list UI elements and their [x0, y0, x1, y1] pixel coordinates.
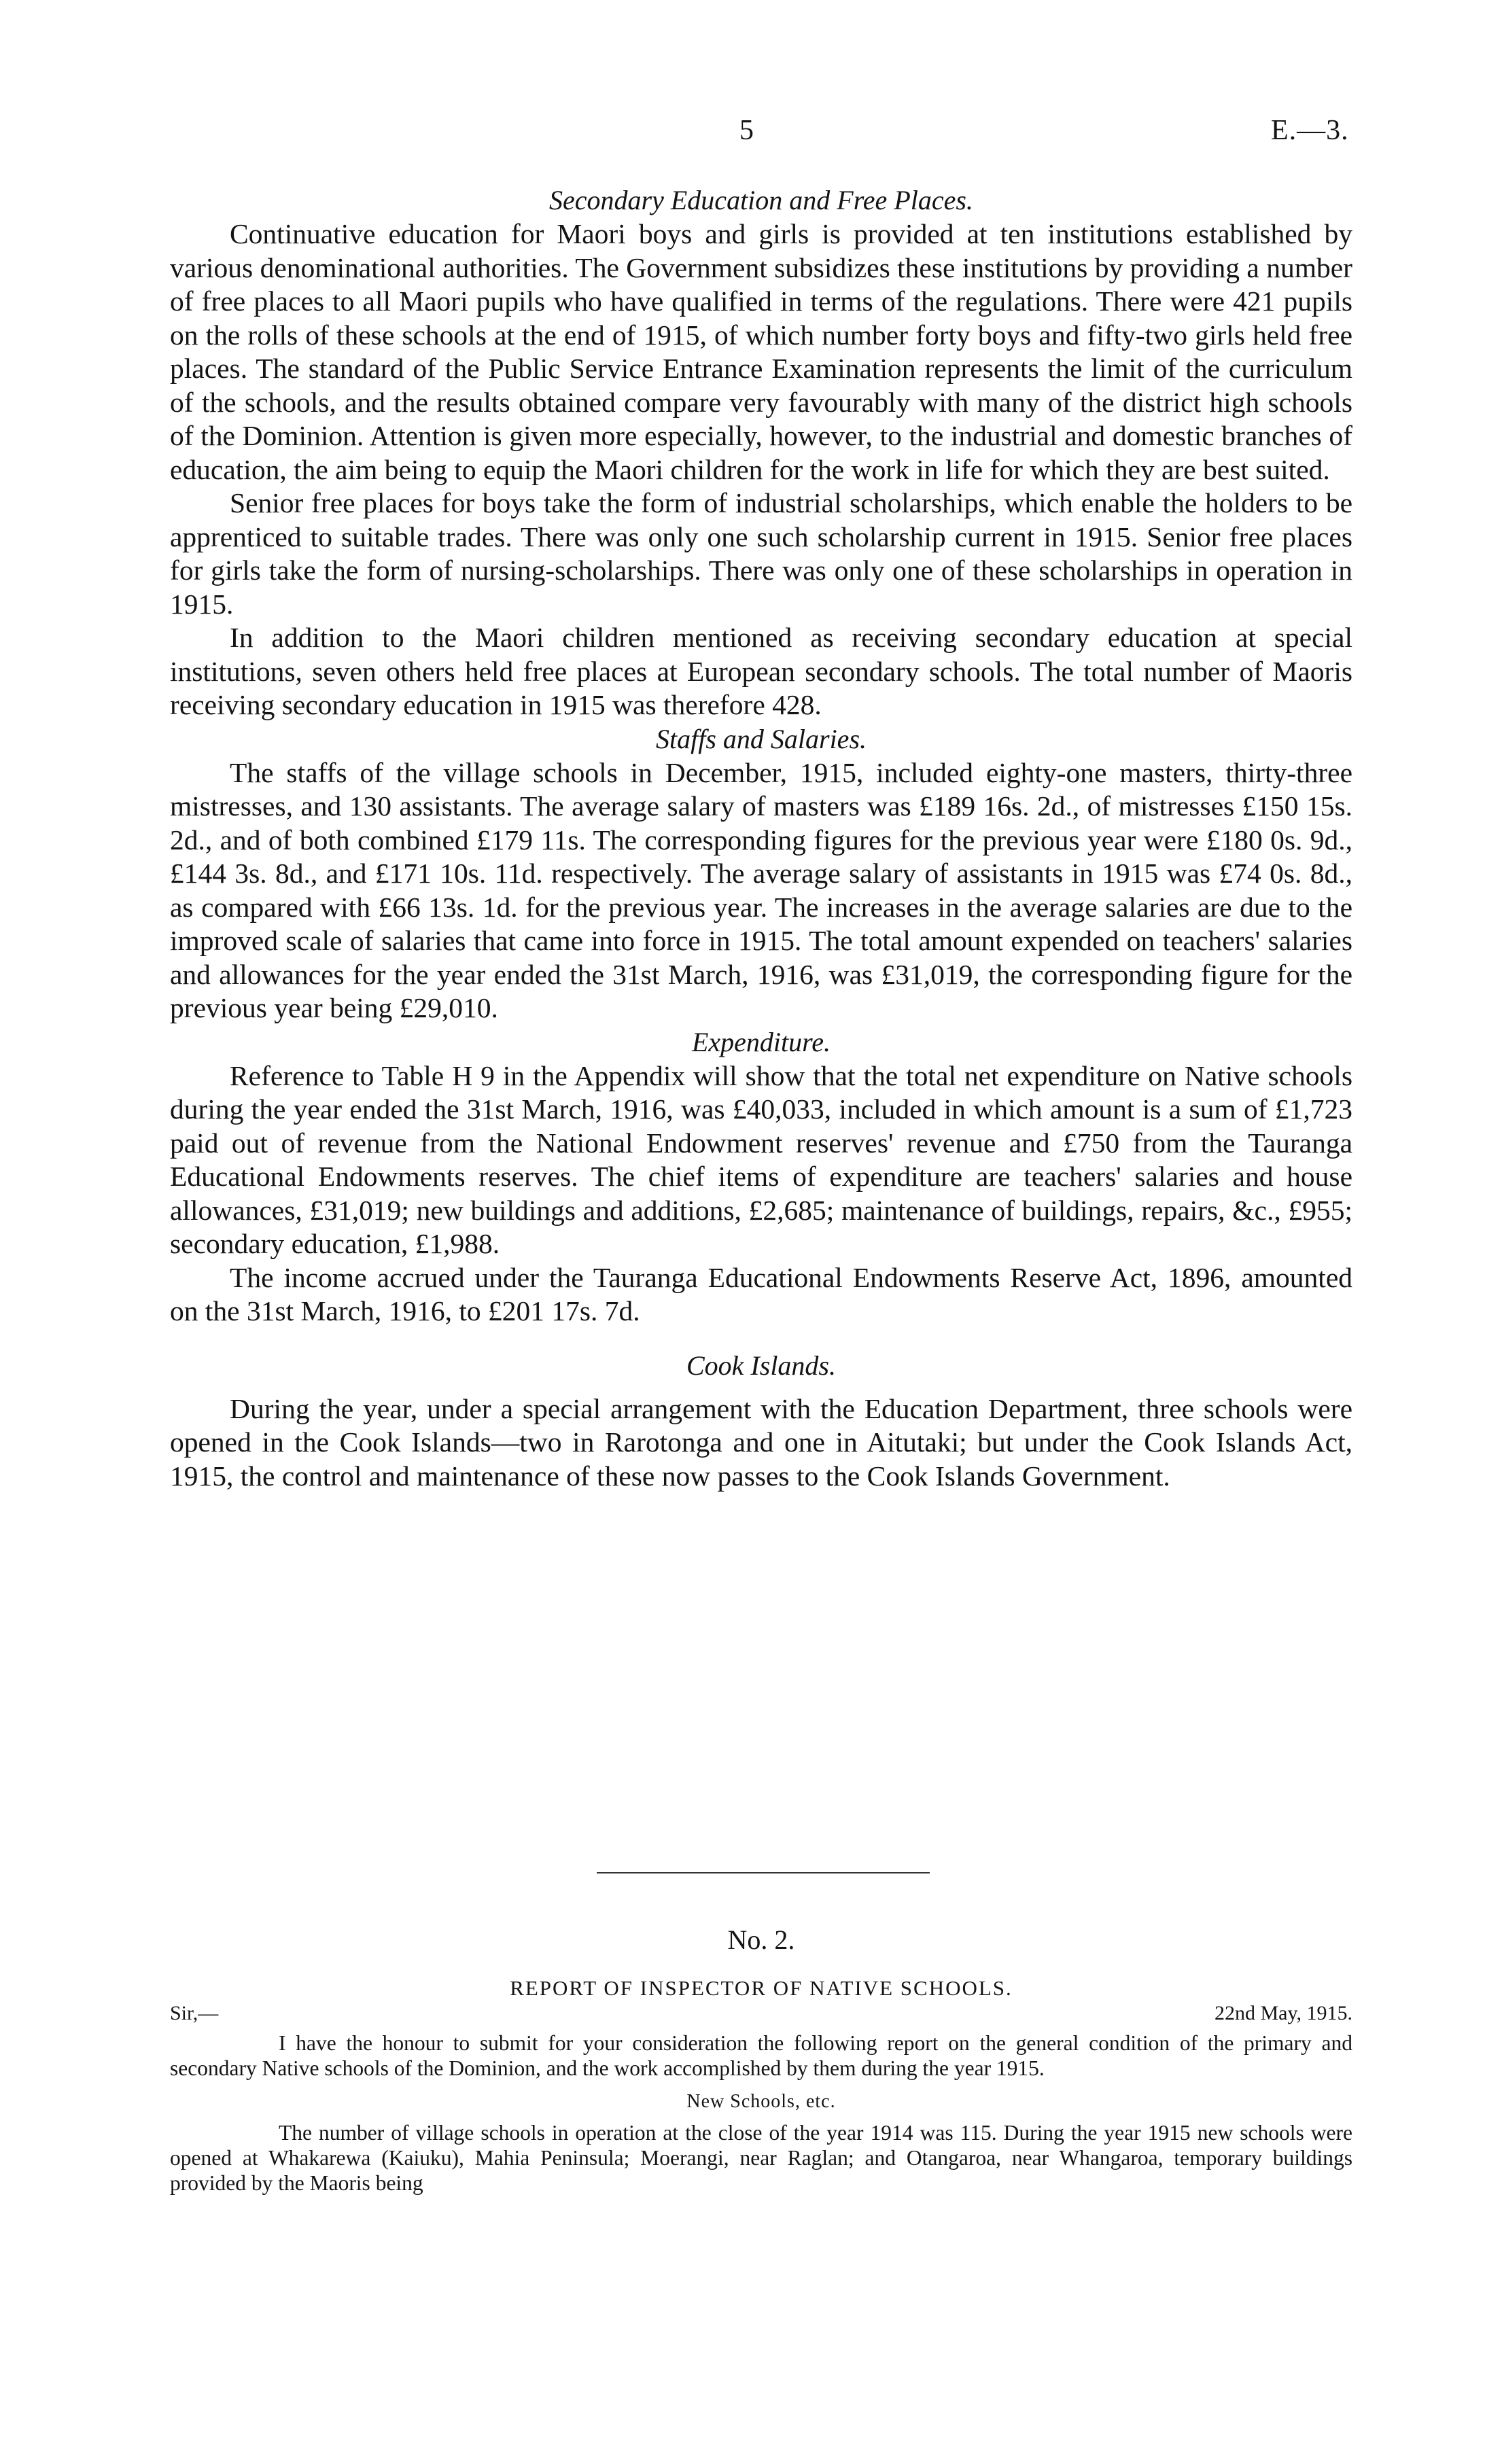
document-code: E.—3. — [1271, 115, 1349, 146]
report-section — [170, 1923, 1352, 2196]
paragraph: The number of village schools in operation at the close of the year 1914 was 115. During the year 1915 new schools were opened at Whakarewa (Kaiuku), Mahia Peninsula; Moerangi, near Raglan; and Otangaroa, near Whangaroa, temporary buildings provided by the Maoris being — [170, 2121, 1352, 2195]
report-number: No. 2. — [727, 1924, 795, 1955]
paragraph: Senior free places for boys take the form of industrial scholarships, which enable the holders to be apprenticed to suitable trades. There was only one such scholarship current in 1915. Senior free places for girls take the form of nursing-scholarships. There was only one of these scholarships in operation in 1915. — [170, 487, 1352, 620]
page-header — [0, 114, 1485, 155]
paragraph: The staffs of the village schools in December, 1915, included eighty-one masters, thirty-three mistresses, and 130 assistants. The average salary of masters was £189 16s. 2d., of mistresses £150 15s. 2d., and of both combined £179 11s. The corresponding figures for the previous year were £180 0s. 9d., £144 3s. 8d., and £171 10s. 11d. respectively. The average salary of assistants in 1915 was £74 0s. 8d., as compared with £66 13s. 1d. for the previous year. The increases in the average salaries are due to the improved scale of salaries that came into force in 1915. The total amount expended on teachers' salaries and allowances for the year ended the 31st March, 1916, was £31,019, the corresponding figure for the previous year being £29,010. — [170, 756, 1352, 1023]
report-date: 22nd May, 1915. — [1214, 2002, 1352, 2024]
salutation-row — [170, 2002, 1352, 2026]
paragraph: The income accrued under the Tauranga Educational Endowments Reserve Act, 1896, amounted on the 31st March, 1916, to £201 17s. 7d. — [170, 1261, 1352, 1326]
salutation: Sir,— — [170, 2002, 219, 2024]
section-divider — [597, 1872, 930, 1873]
paragraph: Continuative education for Maori boys and girls is provided at ten institutions established by various denominational authorities. The Government subsidizes these institutions by providing a number of free places to all Maori pupils who have qualified in terms of the regulations. There were 421 pupils on the rolls of these schools at the end of 1915, of which number forty boys and fifty-two girls held free places. The standard of the Public Service Entrance Examination represents the limit of the curriculum of the schools, and the results obtained compare very favourably with many of the district high schools of the Dominion. Attention is given more especially, however, to the industrial and domestic branches of education, the aim being to equip the Maori children for the work in life for which they are best suited. — [170, 218, 1352, 485]
heading-cook-islands: Cook Islands. — [686, 1350, 836, 1381]
heading-staffs-salaries: Staffs and Salaries. — [655, 723, 867, 754]
heading-expenditure: Expenditure. — [691, 1026, 831, 1057]
paragraph: I have the honour to submit for your consideration the following report on the general condition of the primary and secondary Native schools of the Dominion, and the work accomplished by them during the year 1915. — [170, 2031, 1352, 2080]
main-text — [170, 183, 1352, 1493]
heading-secondary-education: Secondary Education and Free Places. — [549, 185, 973, 215]
report-title: REPORT OF INSPECTOR OF NATIVE SCHOOLS. — [510, 1976, 1013, 2000]
paragraph: Reference to Table H 9 in the Appendix will show that the total net expenditure on Native schools during the year ended the 31st March, 1916, was £40,033, included in which amount is a sum of £1,723 paid out of revenue from the National Endowment reserves' revenue and £750 from the Tauranga Educational Endowments reserves. The chief items of expenditure are teachers' salaries and house allowances, £31,019; new buildings and additions, £2,685; maintenance of buildings, repairs, &c., £955; secondary education, £1,988. — [170, 1059, 1352, 1259]
paragraph: During the year, under a special arrangement with the Education Department, three schools were opened in the Cook Islands—two in Rarotonga and one in Aitutaki; but under the Cook Islands Act, 1915, the control and maintenance of these now passes to the Cook Islands Government. — [170, 1392, 1352, 1492]
page-number: 5 — [739, 115, 754, 146]
paragraph: In addition to the Maori children mentioned as receiving secondary education at special institutions, seven others held free places at European secondary schools. The total number of Maoris receiving secondary education in 1915 was therefore 428. — [170, 622, 1352, 720]
subheading-new-schools: New Schools, etc. — [686, 2091, 836, 2112]
